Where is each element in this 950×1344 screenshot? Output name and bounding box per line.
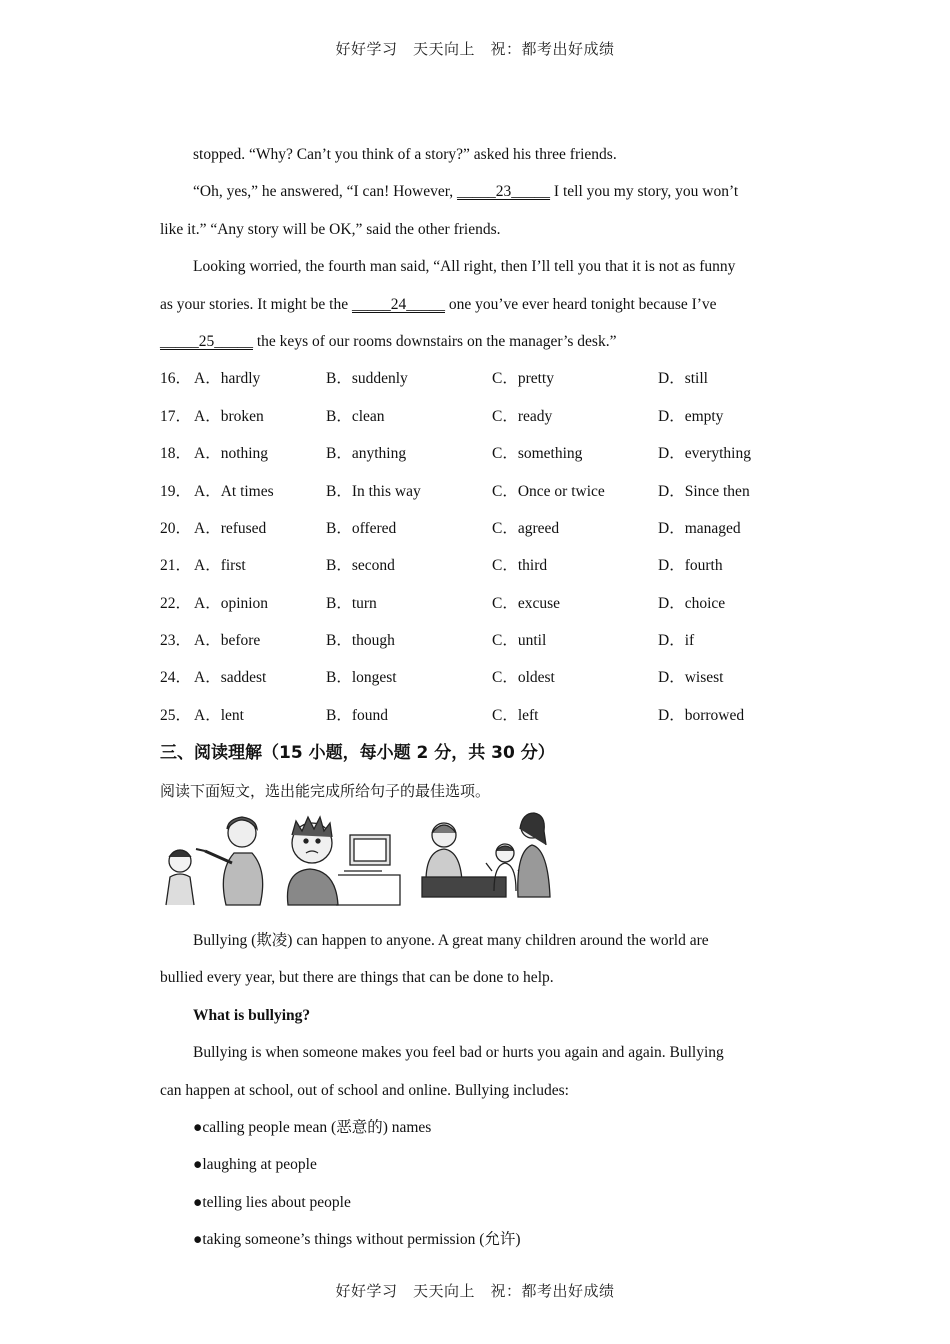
option-c: C．left bbox=[492, 706, 539, 724]
option-a: A．hardly bbox=[194, 370, 261, 388]
option-d: D．everything bbox=[658, 445, 751, 463]
woman-pointing-figure bbox=[196, 817, 263, 905]
option-b: B．turn bbox=[326, 594, 377, 612]
option-d: D．borrowed bbox=[658, 706, 745, 724]
option-c: C．Once or twice bbox=[492, 482, 605, 500]
page-content bbox=[160, 143, 790, 1266]
blank-23: _____23_____ bbox=[457, 183, 551, 201]
page-header: 好好学习 天天向上 祝：都考出好成绩 bbox=[335, 40, 615, 58]
option-d: D．Since then bbox=[658, 482, 750, 500]
bullet-item: ●calling people mean (恶意的) names bbox=[193, 1118, 432, 1136]
family-meeting-figure bbox=[422, 813, 550, 897]
section-instruction: 阅读下面短文，选出能完成所给句子的最佳选项。 bbox=[160, 781, 491, 800]
question-row: 19． A．At times B．In this way C．Once or twice D．Since then bbox=[160, 480, 790, 517]
passage-line: can happen at school, out of school and online. Bullying includes: bbox=[160, 1081, 569, 1099]
story-line: _____25_____ the keys of our rooms downstairs on the manager’s desk.” bbox=[160, 330, 790, 367]
option-c: C．until bbox=[492, 632, 547, 650]
boy-at-computer-figure bbox=[287, 817, 400, 905]
bullet-item: ●taking someone’s things without permission (允许) bbox=[193, 1231, 521, 1249]
passage-line: Bullying (欺凌) can happen to anyone. A great many children around the world are bbox=[193, 932, 709, 950]
option-a: A．saddest bbox=[194, 669, 267, 687]
story-line: as your stories. It might be the _____24_____ one you’ve ever heard tonight because I’ve bbox=[160, 293, 790, 330]
option-b: B．found bbox=[326, 706, 389, 724]
question-row: 16． A．hardly B．suddenly C．pretty D．still bbox=[160, 367, 790, 404]
option-b: B．clean bbox=[326, 407, 385, 425]
option-c: C．agreed bbox=[492, 519, 560, 537]
option-c: C．oldest bbox=[492, 669, 555, 687]
option-c: C．ready bbox=[492, 407, 553, 425]
bullying-illustrations bbox=[160, 811, 552, 907]
question-row: 18． A．nothing B．anything C．something D．everything bbox=[160, 442, 790, 479]
illustration-strip bbox=[160, 811, 790, 907]
page-footer: 好好学习 天天向上 祝：都考出好成绩 bbox=[335, 1282, 615, 1300]
question-row: 17． A．broken B．clean C．ready D．empty bbox=[160, 405, 790, 442]
option-a: A．first bbox=[194, 557, 246, 575]
option-c: C．something bbox=[492, 445, 583, 463]
option-a: A．At times bbox=[194, 482, 274, 500]
story-line: “Oh, yes,” he answered, “I can! However, _____23_____ I tell you my story, you won’t bbox=[160, 180, 790, 217]
option-b: B．suddenly bbox=[326, 370, 408, 388]
option-d: D．choice bbox=[658, 594, 726, 612]
passage-subheading: What is bullying? bbox=[193, 1006, 311, 1024]
option-d: D．still bbox=[658, 370, 708, 388]
bullet-item: ●telling lies about people bbox=[193, 1193, 351, 1211]
question-list bbox=[160, 367, 790, 741]
question-row: 22． A．opinion B．turn C．excuse D．choice bbox=[160, 592, 790, 629]
option-d: D．if bbox=[658, 632, 695, 650]
option-a: A．broken bbox=[194, 407, 264, 425]
option-a: A．opinion bbox=[194, 594, 269, 612]
bullet-item: ●laughing at people bbox=[193, 1156, 317, 1174]
option-b: B．though bbox=[326, 632, 395, 650]
blank-25: _____25_____ bbox=[160, 332, 253, 350]
boy-figure bbox=[166, 850, 194, 905]
option-b: B．second bbox=[326, 557, 395, 575]
option-a: A．lent bbox=[194, 706, 244, 724]
option-d: D．empty bbox=[658, 407, 724, 425]
option-b: B．longest bbox=[326, 669, 397, 687]
option-b: B．offered bbox=[326, 519, 397, 537]
option-a: A．refused bbox=[194, 519, 267, 537]
option-c: C．excuse bbox=[492, 594, 561, 612]
option-d: D．wisest bbox=[658, 669, 724, 687]
passage-line: Bullying is when someone makes you feel bad or hurts you again and again. Bullying bbox=[193, 1044, 724, 1062]
option-c: C．pretty bbox=[492, 370, 554, 388]
option-a: A．nothing bbox=[194, 445, 269, 463]
story-line: like it.” “Any story will be OK,” said the other friends. bbox=[160, 220, 501, 238]
passage-line: bullied every year, but there are things that can be done to help. bbox=[160, 969, 554, 987]
option-a: A．before bbox=[194, 632, 261, 650]
section-title: 三、阅读理解（15 小题，每小题 2 分，共 30 分） bbox=[160, 743, 555, 764]
blank-24: _____24_____ bbox=[352, 295, 445, 313]
option-d: D．fourth bbox=[658, 557, 723, 575]
question-row: 21． A．first B．second C．third D．fourth bbox=[160, 554, 790, 591]
story-line: stopped. “Why? Can’t you think of a story?” asked his three friends. bbox=[193, 146, 617, 163]
question-row: 23． A．before B．though C．until D．if bbox=[160, 629, 790, 666]
question-row: 25． A．lent B．found C．left D．borrowed bbox=[160, 704, 790, 741]
option-b: B．In this way bbox=[326, 482, 421, 500]
story-line: Looking worried, the fourth man said, “All right, then I’ll tell you that it is not as funny bbox=[193, 258, 736, 276]
option-d: D．managed bbox=[658, 519, 741, 537]
option-b: B．anything bbox=[326, 445, 407, 463]
option-c: C．third bbox=[492, 557, 548, 575]
question-row: 24． A．saddest B．longest C．oldest D．wisest bbox=[160, 666, 790, 703]
question-row: 20． A．refused B．offered C．agreed D．managed bbox=[160, 517, 790, 554]
